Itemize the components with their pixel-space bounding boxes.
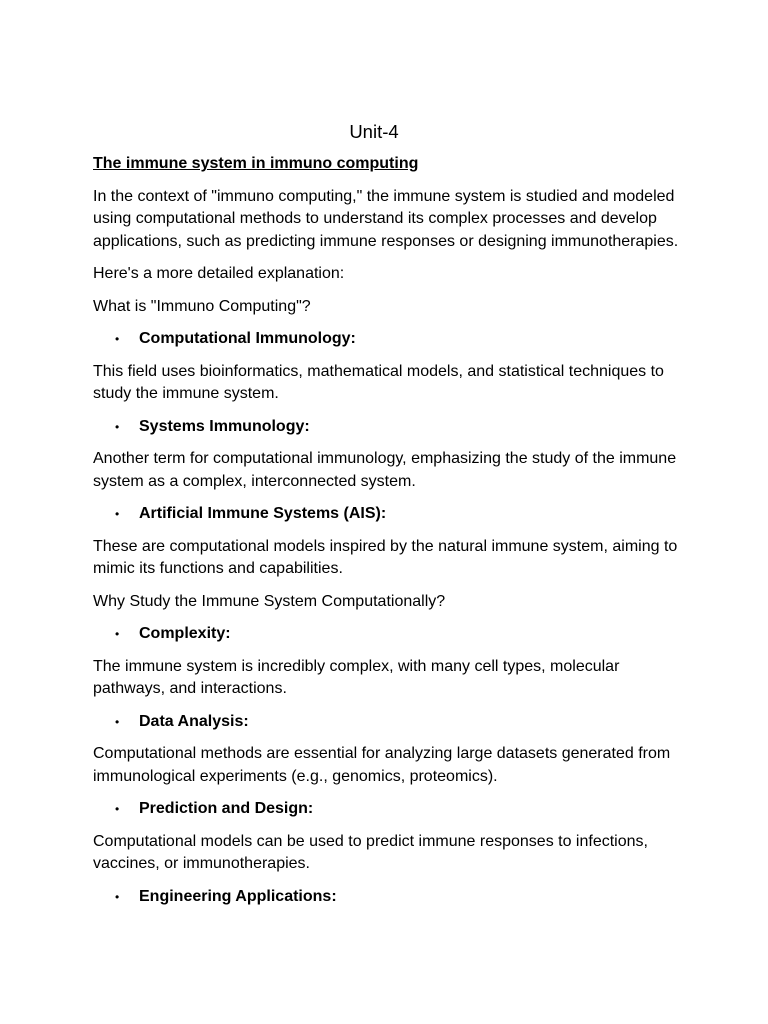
document-page [93, 120, 683, 918]
bullet-icon: • [115, 889, 120, 904]
bullet-title: Prediction and Design: [139, 800, 314, 817]
bullet-title: Engineering Applications: [139, 887, 337, 905]
unit-title: Unit-4 [349, 121, 399, 142]
intro-paragraph: In the context of "immuno computing," the immune system is studied and modeled using computational methods to understand its complex processes and develop applications, such as predicting immune responses or designing immunotherapies. [93, 187, 679, 250]
question-why-study: Why Study the Immune System Computationally? [93, 592, 446, 610]
bullet-data-analysis [93, 711, 683, 734]
bullet-title: Artificial Immune Systems (AIS): [139, 505, 387, 522]
complexity-text: The immune system is incredibly complex, with many cell types, molecular pathways, and interactions. [93, 657, 620, 697]
bullet-title: Complexity: [139, 625, 231, 642]
bullet-title: Data Analysis: [139, 712, 249, 730]
prediction-and-design-text: Computational models can be used to predict immune responses to infections, vaccines, or immunotherapies. [93, 832, 648, 872]
bullet-icon: • [115, 714, 120, 729]
question-immuno-computing: What is "Immuno Computing"? [93, 297, 311, 315]
bullet-icon: • [115, 419, 120, 434]
bullet-systems-immunology [93, 416, 683, 439]
bullet-icon: • [115, 507, 120, 521]
bullet-computational-immunology [93, 328, 683, 351]
systems-immunology-text: Another term for computational immunology, emphasizing the study of the immune system as a complex, interconnected system. [93, 450, 677, 490]
bullet-title: Computational Immunology: [139, 330, 356, 347]
bullet-title: Systems Immunology: [139, 417, 310, 435]
data-analysis-text: Computational methods are essential for analyzing large datasets generated from immunological experiments (e.g., genomics, proteomics). [93, 745, 671, 785]
lead-paragraph: Here's a more detailed explanation: [93, 265, 345, 282]
bullet-icon: • [115, 627, 120, 641]
bullet-artificial-immune-systems [93, 503, 683, 526]
artificial-immune-systems-text: These are computational models inspired by the natural immune system, aiming to mimic its functions and capabilities. [93, 537, 678, 577]
bullet-prediction-and-design [93, 798, 683, 821]
bullet-complexity [93, 623, 683, 646]
computational-immunology-text: This field uses bioinformatics, mathematical models, and statistical techniques to study the immune system. [93, 362, 664, 402]
bullet-icon: • [115, 332, 120, 346]
bullet-engineering-applications [93, 886, 683, 909]
bullet-icon: • [115, 802, 120, 816]
section-heading: The immune system in immuno computing [93, 155, 419, 172]
